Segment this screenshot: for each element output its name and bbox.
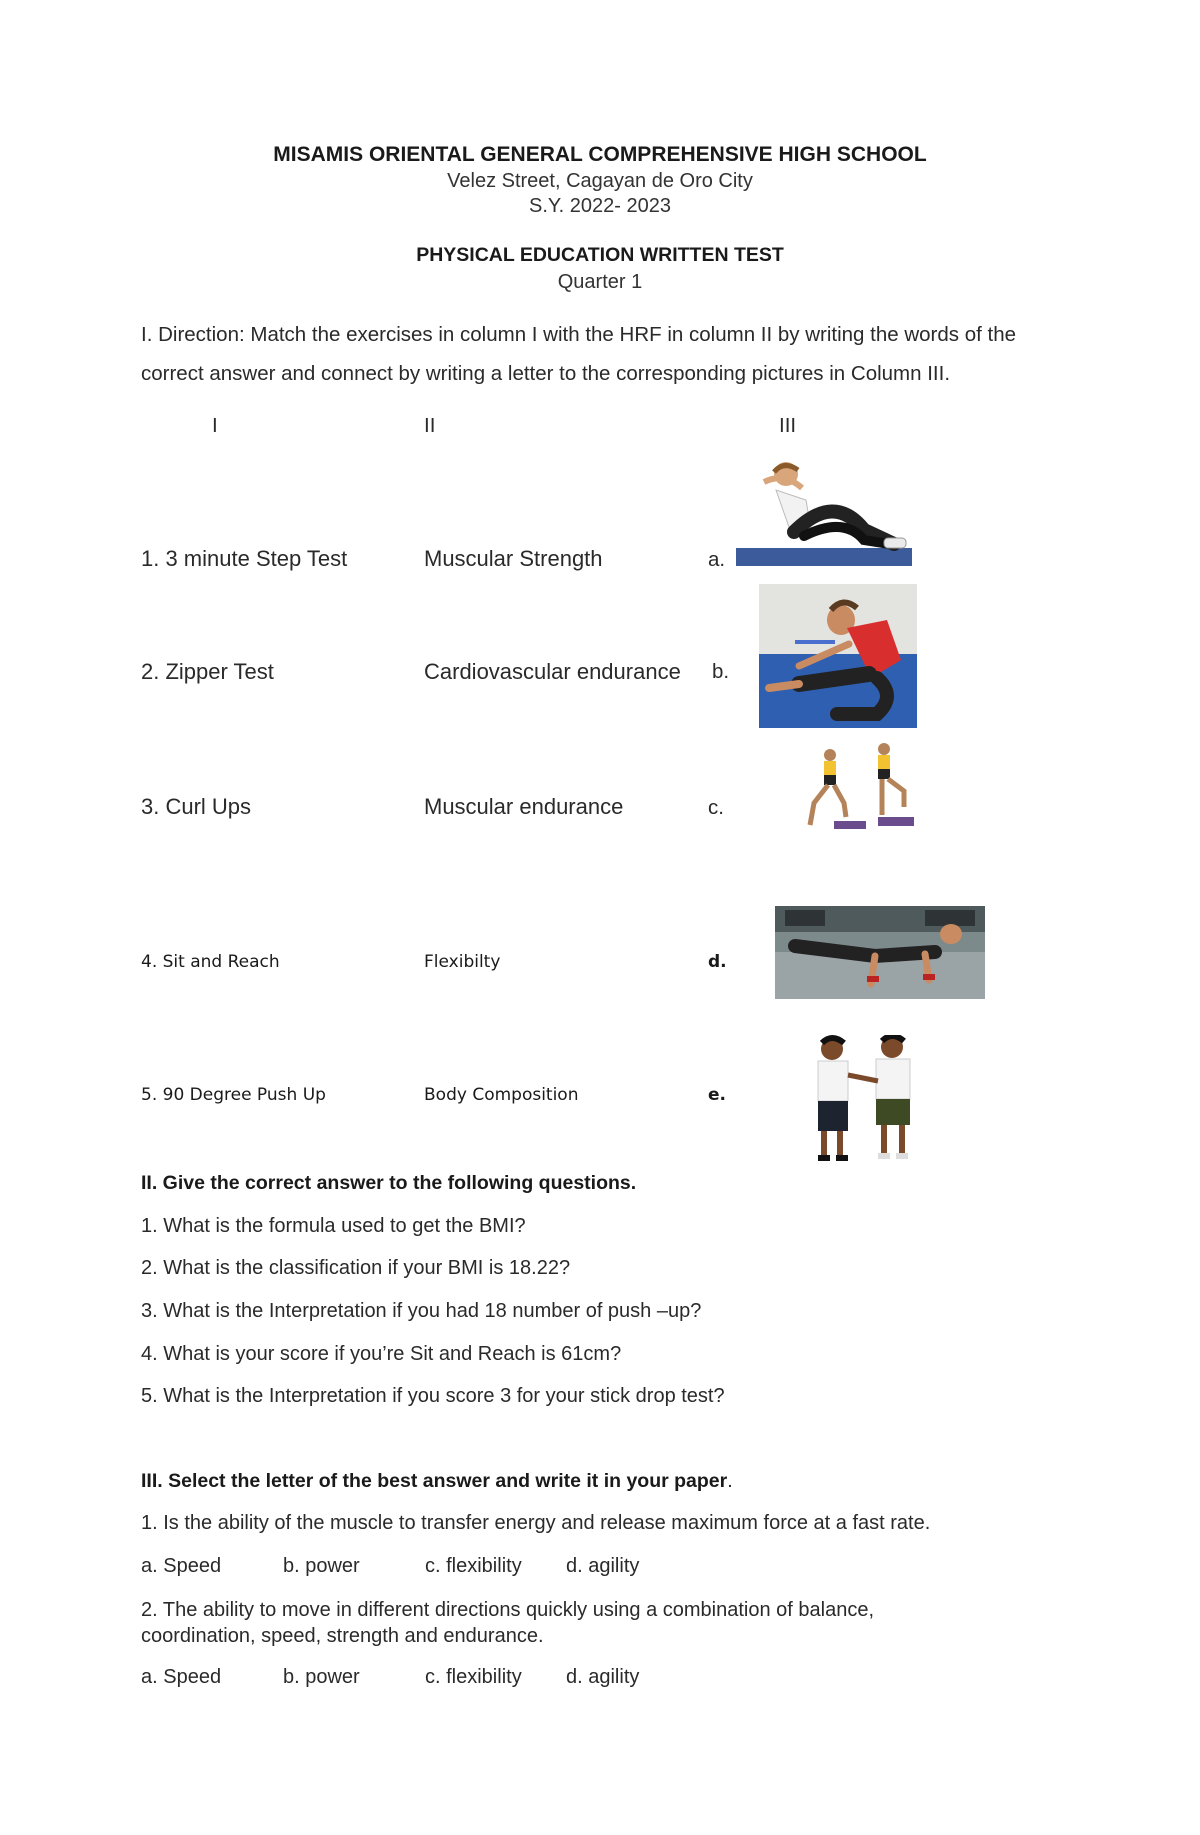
- part2-question-5: 5. What is the Interpretation if you score 3 for your stick drop test?: [141, 1385, 725, 1407]
- part1-direction: I. Direction: Match the exercises in column I with the HRF in column II by writing the words of the correct answer and connect by writing a letter to the corresponding pictures in Column III.: [141, 323, 1017, 385]
- hrf-2: Cardiovascular endurance: [424, 659, 681, 684]
- part3-title-text: III. Select the letter of the best answer and write it in your paper: [141, 1470, 728, 1492]
- school-name: MISAMIS ORIENTAL GENERAL COMPREHENSIVE HIGH SCHOOL: [273, 143, 927, 166]
- test-title: PHYSICAL EDUCATION WRITTEN TEST: [416, 244, 784, 266]
- part3-q2-option-c: c. flexibility: [425, 1666, 522, 1688]
- exercise-2: 2. Zipper Test: [141, 659, 274, 684]
- letter-b: b.: [712, 660, 730, 683]
- school-address: Velez Street, Cagayan de Oro City: [447, 170, 753, 192]
- letter-e: e.: [708, 1085, 726, 1105]
- zipper-test-picture: [800, 1035, 930, 1165]
- column-header-3: III: [779, 414, 797, 437]
- part2-question-4: 4. What is your score if you’re Sit and Reach is 61cm?: [141, 1343, 622, 1365]
- column-header-1: I: [212, 414, 218, 437]
- step-test-picture: [790, 743, 930, 833]
- letter-c: c.: [708, 796, 724, 819]
- part3-title-period: .: [727, 1470, 733, 1492]
- part3-q1-option-d: d. agility: [566, 1555, 640, 1577]
- hrf-4: Flexibilty: [424, 952, 501, 972]
- part3-q2-option-b: b. power: [283, 1666, 360, 1688]
- part2-question-2: 2. What is the classification if your BMI is 18.22?: [141, 1257, 571, 1279]
- part3-q1-option-b: b. power: [283, 1555, 360, 1577]
- hrf-5: Body Composition: [424, 1085, 579, 1105]
- exercise-5: 5. 90 Degree Push Up: [141, 1085, 326, 1105]
- curl-up-picture: [734, 460, 914, 570]
- sit-and-reach-picture: [759, 584, 917, 728]
- part3-q2-option-a: a. Speed: [141, 1666, 222, 1688]
- letter-d: d.: [708, 952, 727, 972]
- column-header-2: II: [424, 414, 436, 437]
- part3-question-2: 2. The ability to move in different directions quickly using a combination of balance, coordination, speed, strength and endurance.: [141, 1599, 875, 1647]
- part3-title: [141, 1470, 733, 1493]
- hrf-1: Muscular Strength: [424, 546, 603, 571]
- part3-q1-option-c: c. flexibility: [425, 1555, 522, 1577]
- letter-a: a.: [708, 548, 726, 571]
- exercise-3: 3. Curl Ups: [141, 794, 252, 819]
- part3-question-1: 1. Is the ability of the muscle to transfer energy and release maximum force at a fast rate.: [141, 1512, 931, 1534]
- push-up-picture: [775, 906, 985, 999]
- part3-q1-option-a: a. Speed: [141, 1555, 222, 1577]
- part2-question-1: 1. What is the formula used to get the BMI?: [141, 1215, 526, 1237]
- exercise-4: 4. Sit and Reach: [141, 952, 280, 972]
- part2-question-3: 3. What is the Interpretation if you had 18 number of push –up?: [141, 1300, 702, 1322]
- school-year: S.Y. 2022- 2023: [529, 195, 671, 217]
- hrf-3: Muscular endurance: [424, 794, 624, 819]
- quarter-label: Quarter 1: [557, 271, 643, 293]
- part2-title: II. Give the correct answer to the following questions.: [141, 1172, 637, 1194]
- exercise-1: 1. 3 minute Step Test: [141, 546, 348, 571]
- part3-q2-option-d: d. agility: [566, 1666, 640, 1688]
